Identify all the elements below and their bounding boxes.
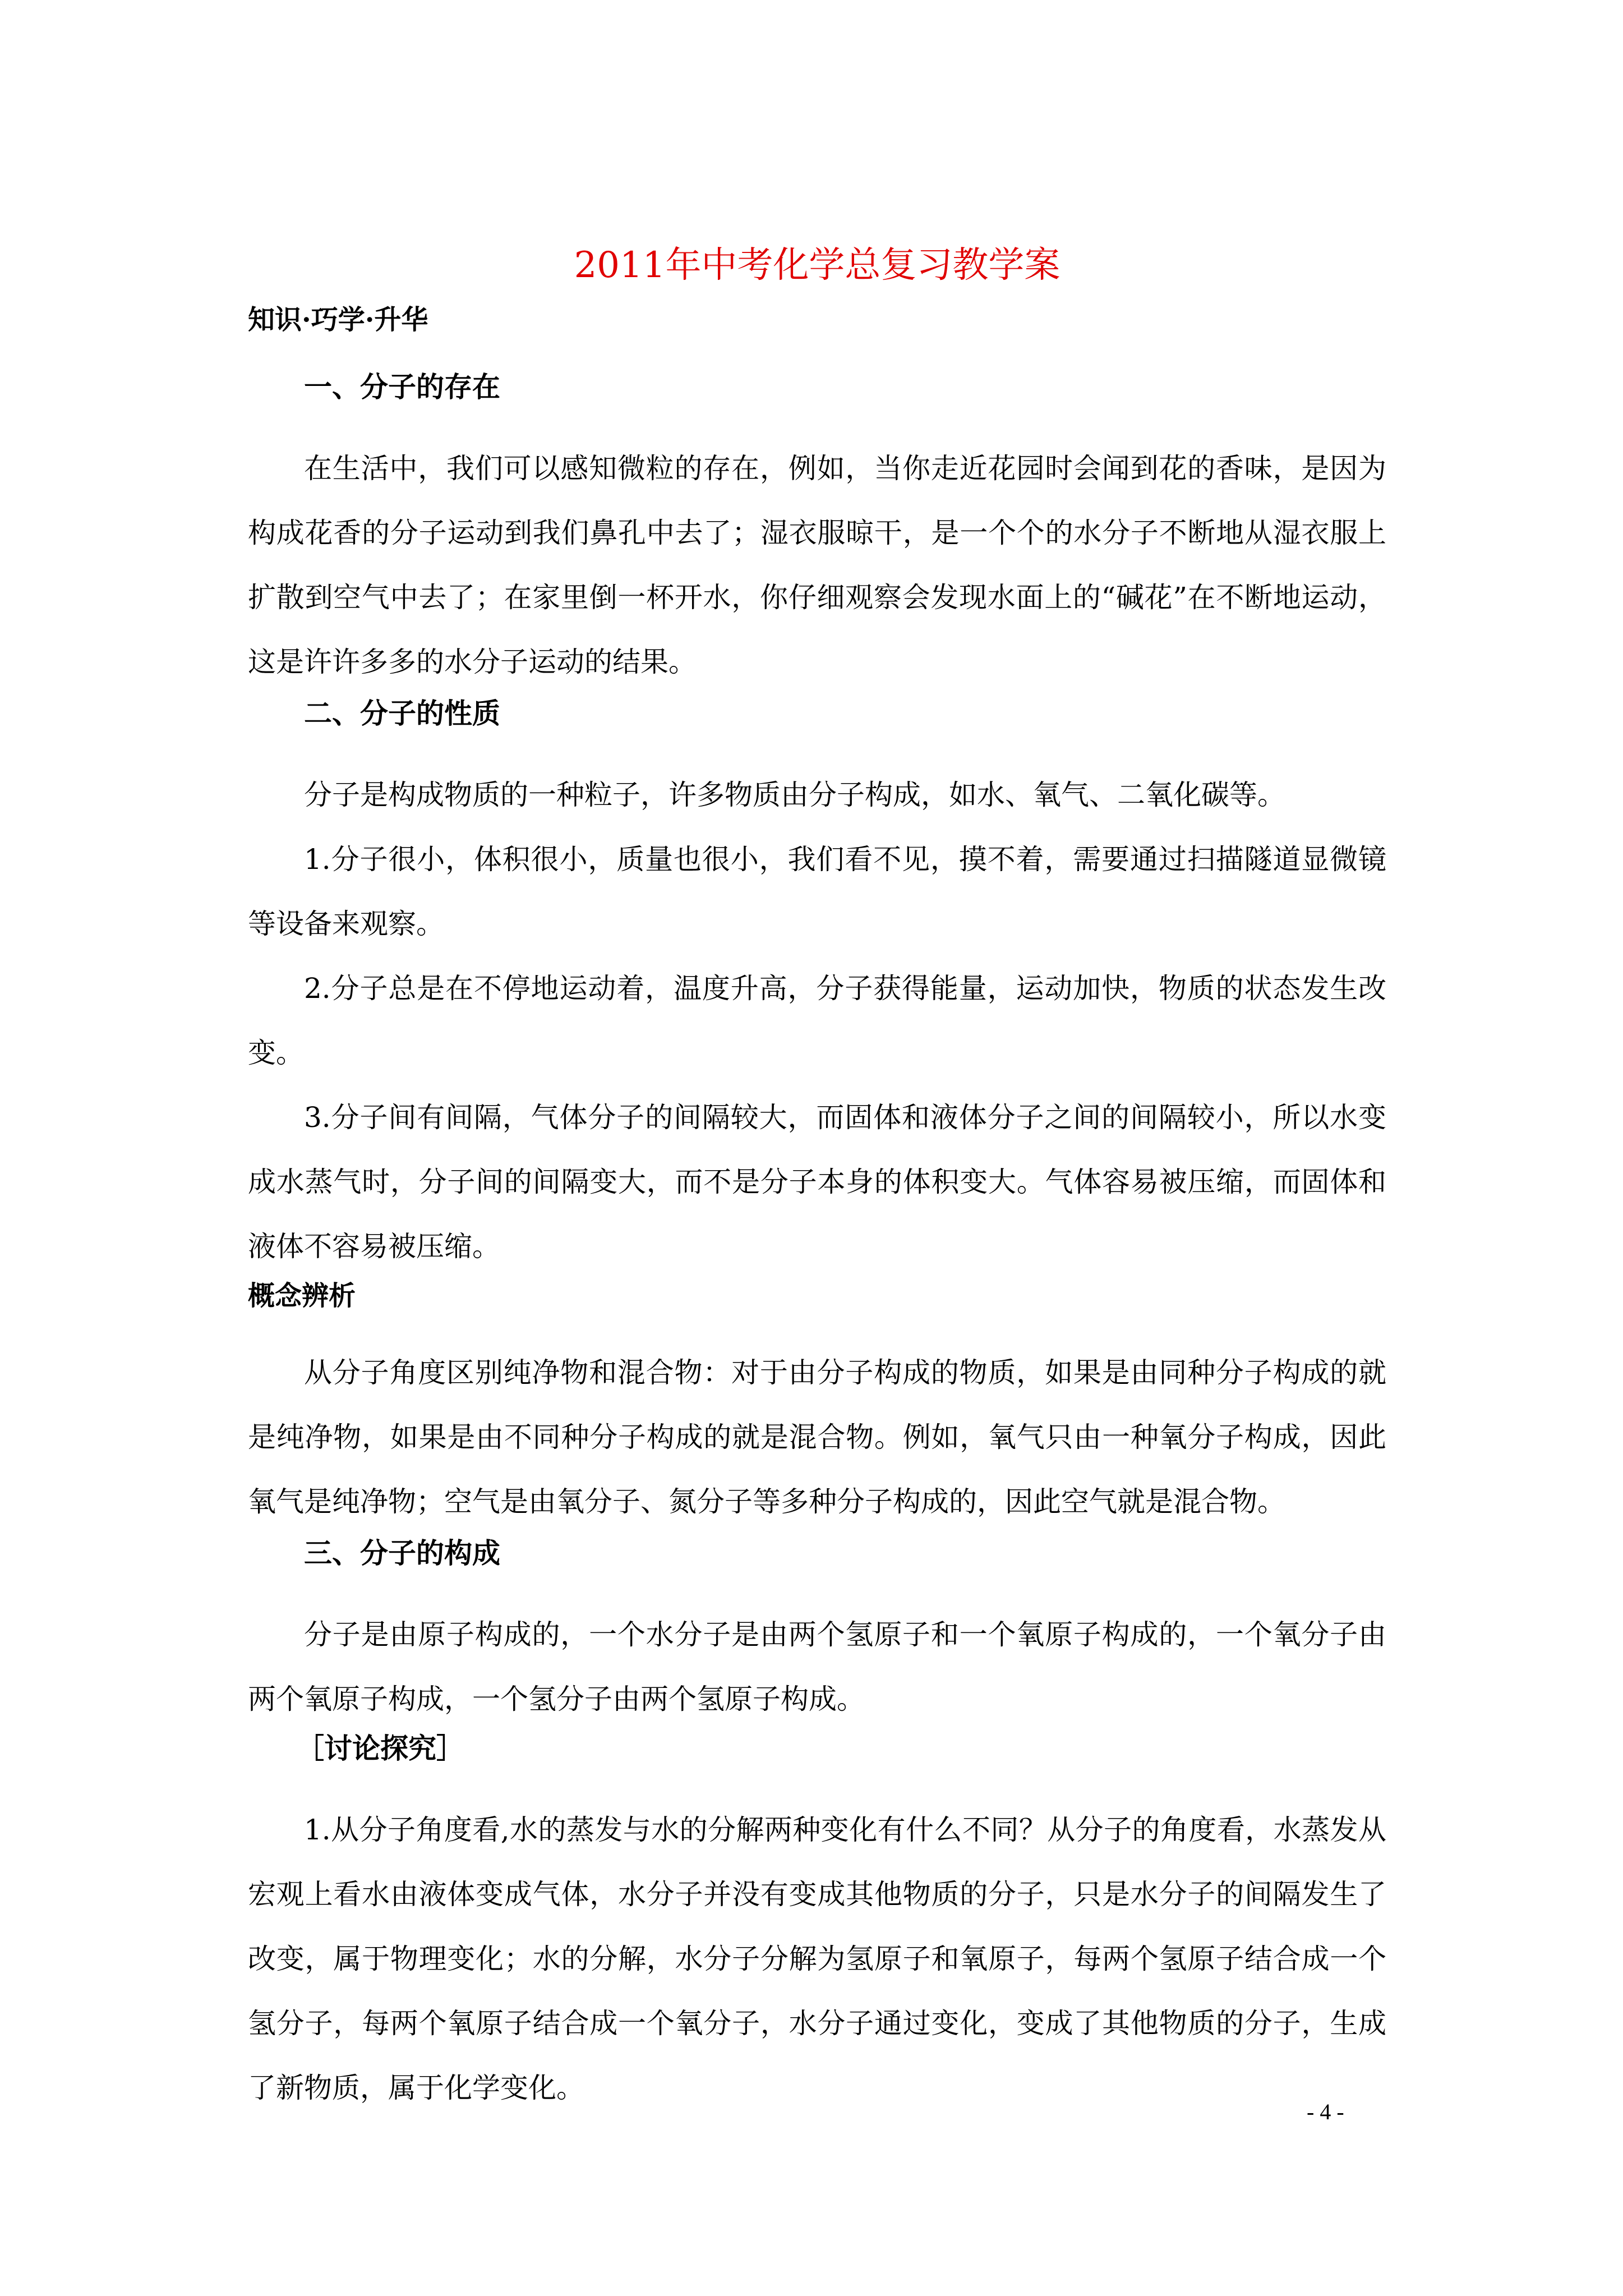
paragraph-property-2: 2.分子总是在不停地运动着，温度升高，分子获得能量，运动加快，物质的状态发生改变。 (248, 972, 1386, 1069)
paragraph-composition: 分子是由原子构成的，一个水分子是由两个氢原子和一个氧原子构成的，一个氧分子由两个氧原子构成，一个氢分子由两个氢原子构成。 (248, 1618, 1386, 1715)
page-number: - 4 - (1307, 2099, 1344, 2124)
subheading-molecule-properties: 二、分子的性质 (304, 697, 500, 730)
paragraph-concept: 从分子角度区别纯净物和混合物：对于由分子构成的物质，如果是由同种分子构成的就是纯净物，如果是由不同种分子构成的就是混合物。例如，氧气只由一种氧分子构成，因此氧气是纯净物；空气是由氧分子、氮分子等多种分子构成的，因此空气就是混合物。 (248, 1356, 1386, 1518)
section-heading-concept: 概念辨析 (248, 1280, 356, 1312)
paragraph-property-3: 3.分子间有间隔，气体分子的间隔较大，而固体和液体分子之间的间隔较小，所以水变成水蒸气时，分子间的间隔变大，而不是分子本身的体积变大。气体容易被压缩，而固体和液体不容易被压缩。 (248, 1101, 1386, 1263)
paragraph-property-1: 1.分子很小，体积很小，质量也很小，我们看不见，摸不着，需要通过扫描隧道显微镜等设备来观察。 (248, 843, 1386, 940)
paragraph-discussion-1: 1.从分子角度看,水的蒸发与水的分解两种变化有什么不同？从分子的角度看，水蒸发从宏观上看水由液体变成气体，水分子并没有变成其他物质的分子，只是水分子的间隔发生了改变，属于物理变化；水的分解，水分子分解为氢原子和氧原子，每两个氢原子结合成一个氢分子，每两个氧原子结合成一个氧分子，水分子通过变化，变成了其他物质的分子，生成了新物质，属于化学变化。 (248, 1814, 1386, 2104)
page-title: 2011年中考化学总复习教学案 (574, 244, 1061, 286)
section-heading-knowledge: 知识·巧学·升华 (248, 304, 428, 335)
subheading-discussion: ［讨论探究］ (296, 1732, 464, 1765)
subheading-molecule-existence: 一、分子的存在 (304, 370, 500, 403)
document-body (248, 303, 1386, 2120)
subheading-molecule-composition: 三、分子的构成 (304, 1536, 500, 1570)
paragraph-existence: 在生活中，我们可以感知微粒的存在，例如，当你走近花园时会闻到花的香味，是因为构成花香的分子运动到我们鼻孔中去了；湿衣服晾干，是一个个的水分子不断地从湿衣服上扩散到空气中去了；在家里倒一杯开水，你仔细观察会发现水面上的“碱花”在不断地运动，这是许许多多的水分子运动的结果。 (248, 452, 1386, 678)
paragraph-properties-intro: 分子是构成物质的一种粒子，许多物质由分子构成，如水、氧气、二氧化碳等。 (304, 779, 1285, 811)
